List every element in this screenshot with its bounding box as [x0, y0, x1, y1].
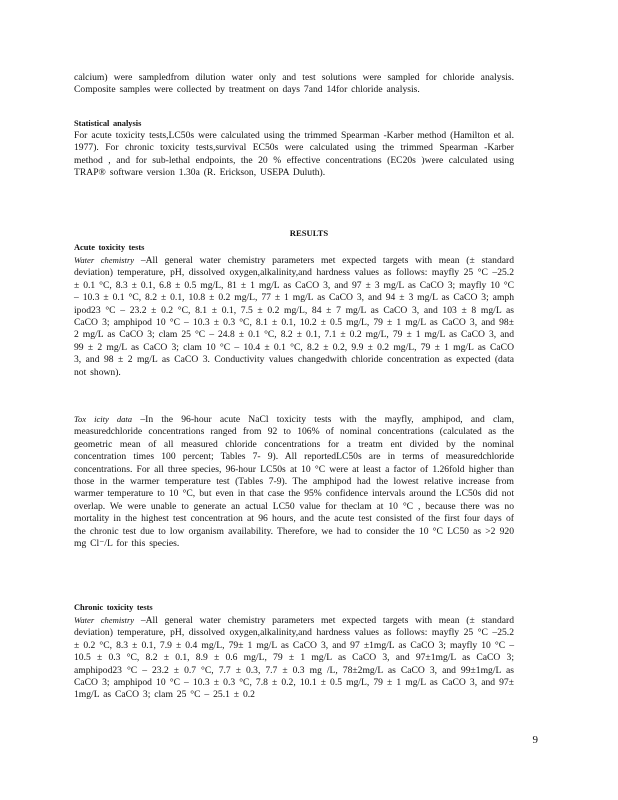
- text-chronic-water-chemistry: –All general water chemistry parameters met expected targets with mean (± standard deviation) temperature, pH, dissolved oxygen,alkalinity,and hardness values as follows: mayfly 25 °C –25.2 ± 0.2 °C, 8.3 ± 0.1, 7.9 ± 0.4 mg/L, 79± 1 mg/L as CaCO 3, and 97 ±1mg/L as CaCO 3; mayfly 10 °C – 10.5 ± 0.3 °C, 8.2 ± 0.1, 8.9 ± 0.6 mg/L, 79 ± 1 mg/L as CaCO 3, and 97±1mg/L as CaCO 3; amphipod23 °C – 23.2 ± 0.7 °C, 7.7 ± 0.3, 7.7 ± 0.3 mg /L, 78±2mg/L as CaCO 3, and 99±1mg/L as CaCO 3; amphipod 10 °C – 10.3 ± 0.3 °C, 7.8 ± 0.2, 10.1 ± 0.5 mg/L, 79 ± 1 mg/L as CaCO 3, and 97± 1mg/L as CaCO 3; clam 25 °C – 25.1 ± 0.2: [74, 615, 514, 701]
- paragraph-statistics: For acute toxicity tests,LC50s were calculated using the trimmed Spearman -Karber method (Hamilton et al. 1977). For chronic toxicity tests,survival EC50s were calculated using the trimmed Spearman -Karber method , and for sub-lethal endpoints, the 20 % effective concentrations (EC20s )were calculated using TRAP® software version 1.30a (R. Erickson, USEPA Duluth).: [74, 130, 514, 179]
- page-number: 9: [532, 734, 538, 746]
- paragraph-toxicity-data: [74, 413, 514, 550]
- heading-chronic-toxicity-tests: Chronic toxicity tests: [74, 603, 153, 612]
- paragraph-sampling: calcium) were sampledfrom dilution water only and test solutions were sampled for chloride analysis. Composite samples were collected by treatment on days 7and 14for chloride analysis.: [74, 72, 514, 96]
- heading-results: RESULTS: [289, 228, 329, 238]
- text-acute-water-chemistry: –All general water chemistry parameters met expected targets with mean (± standard deviation) temperature, pH, dissolved oxygen,alkalinity,and hardness values as follows: mayfly 25 °C –25.2 ± 0.1 °C, 8.3 ± 0.1, 6.8 ± 0.5 mg/L, 81 ± 1 mg/L as CaCO 3, and 97 ± 3 mg/L as CaCO 3; mayfly 10 °C – 10.3 ± 0.1 °C, 8.2 ± 0.1, 10.8 ± 0.2 mg/L, 77 ± 1 mg/L as CaCO 3, and 94 ± 3 mg/L as CaCO 3; amph ipod23 °C – 23.2 ± 0.2 °C, 8.1 ± 0.1, 7.5 ± 0.2 mg/L, 84 ± 7 mg/L as CaCO 3, and 103 ± 8 mg/L as CaCO 3; amphipod 10 °C – 10.3 ± 0.3 °C, 8.1 ± 0.1, 10.2 ± 0.5 mg/L, 79 ± 1 mg/L as CaCO 3, and 98± 2 mg/L as CaCO 3; clam 25 °C – 24.8 ± 0.1 °C, 8.2 ± 0.1, 7.1 ± 0.2 mg/L, 79 ± 1 mg/L as CaCO 3, and 99 ± 2 mg/L as CaCO 3; clam 10 °C – 10.4 ± 0.1 °C, 8.2 ± 0.2, 9.9 ± 0.2 mg/L, 79 ± 1 mg/L as CaCO 3, and 98 ± 2 mg/L as CaCO 3. Conductivity values changedwith chloride concentration as expected (data not shown).: [74, 255, 514, 378]
- label-toxicity-data: Tox icity data: [74, 414, 133, 424]
- heading-statistical-analysis: Statistical analysis: [74, 119, 142, 128]
- heading-acute-toxicity-tests: Acute toxicity tests: [74, 243, 145, 252]
- text-toxicity-data: –In the 96-hour acute NaCl toxicity tests with the mayfly, amphipod, and clam, measuredchloride concentrations ranged from 92 to 106% of nominal concentrations (calculated as the geometric mean of all measured chloride concentrations for a treatm ent divided by the nominal concentration times 100 percent; Tables 7- 9). All reportedLC50s are in terms of measuredchloride concentrations. For all three species, 96-hour LC50s at 10 °C were at least a factor of 1.26fold higher than those in the warmer temperature test (Tables 7-9). The amphipod had the lowest relative increase from warmer temperature to 10 °C, but even in that case the 95% confidence intervals around the LC50s did not overlap. We were unable to generate an actual LC50 value for theclam at 10 °C , because there was no mortality in the highest test concentration at 96 hours, and the acute test consisted of the first four days of the chronic test due to low organism availability. Therefore, we had to consider the 10 °C LC50 as >2 920 mg Cl⁻/L for this species.: [74, 414, 515, 550]
- label-water-chemistry-chronic: Water chemistry: [74, 615, 135, 625]
- label-water-chemistry: Water chemistry: [74, 255, 135, 265]
- paragraph-chronic-water-chemistry: [74, 614, 514, 702]
- paragraph-acute-water-chemistry: [74, 254, 514, 379]
